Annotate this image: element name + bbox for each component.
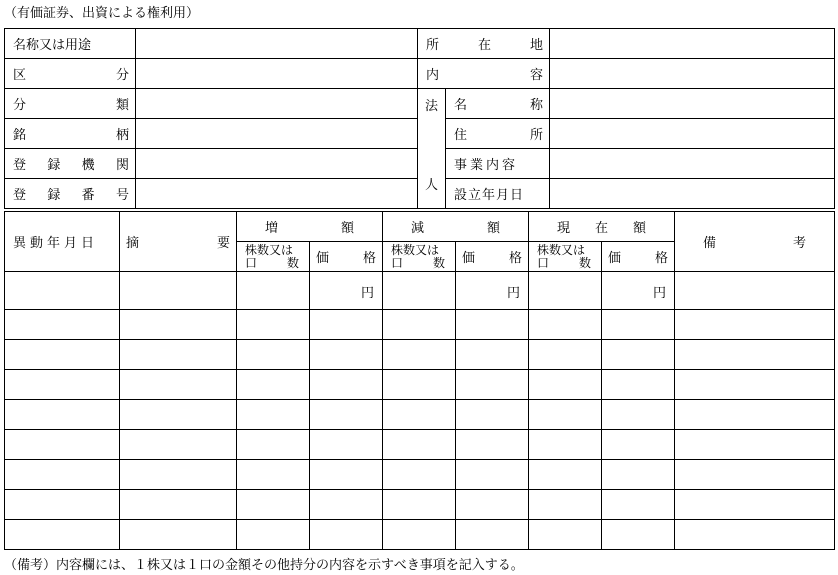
- decrease-shares-cell[interactable]: [383, 490, 456, 520]
- established-date-field[interactable]: [550, 179, 835, 209]
- remarks-cell[interactable]: [675, 430, 835, 460]
- summary-cell[interactable]: [120, 272, 237, 310]
- table-row: [5, 430, 835, 460]
- current-shares-cell[interactable]: [529, 460, 602, 490]
- location-field[interactable]: [550, 29, 835, 59]
- registration-agency-label: 登 録 機 関: [5, 149, 136, 179]
- asset-info-table: [4, 28, 835, 209]
- summary-cell[interactable]: [120, 340, 237, 370]
- decrease-price-cell[interactable]: [456, 370, 529, 400]
- increase-shares-cell[interactable]: [237, 460, 310, 490]
- increase-shares-cell[interactable]: [237, 490, 310, 520]
- name-or-use-label: 名称又は用途: [5, 29, 136, 59]
- registration-agency-field[interactable]: [136, 149, 418, 179]
- decrease-price-cell[interactable]: [456, 310, 529, 340]
- increase-price-cell[interactable]: [310, 340, 383, 370]
- increase-shares-cell[interactable]: [237, 400, 310, 430]
- registration-number-label: 登 録 番 号: [5, 179, 136, 209]
- current-shares-cell[interactable]: [529, 430, 602, 460]
- decrease-header: 減 額: [383, 212, 529, 242]
- decrease-shares-cell[interactable]: [383, 310, 456, 340]
- increase-shares-cell[interactable]: [237, 370, 310, 400]
- current-price-cell[interactable]: [602, 490, 675, 520]
- date-cell[interactable]: [5, 520, 120, 550]
- current-price-cell[interactable]: [602, 400, 675, 430]
- current-price-cell[interactable]: [602, 460, 675, 490]
- corporation-label: 法 人: [418, 89, 446, 209]
- table-row: [5, 490, 835, 520]
- remarks-header: 備 考: [675, 212, 835, 272]
- current-amount-header: 現 在 額: [529, 212, 675, 242]
- decrease-shares-cell[interactable]: [383, 272, 456, 310]
- current-price-cell[interactable]: [602, 520, 675, 550]
- corp-address-label: 住 所: [446, 119, 550, 149]
- summary-cell[interactable]: [120, 520, 237, 550]
- current-shares-cell[interactable]: [529, 370, 602, 400]
- current-shares-cell[interactable]: [529, 520, 602, 550]
- summary-cell[interactable]: [120, 430, 237, 460]
- table-row: [5, 400, 835, 430]
- decrease-price-subheader: 価 格: [456, 242, 529, 272]
- decrease-shares-subheader: 株数又は 口 数: [383, 242, 456, 272]
- summary-cell[interactable]: [120, 310, 237, 340]
- increase-price-cell[interactable]: [310, 310, 383, 340]
- table-row: [5, 340, 835, 370]
- decrease-price-cell[interactable]: [456, 340, 529, 370]
- business-content-label: 事業内容: [446, 149, 550, 179]
- increase-shares-cell[interactable]: [237, 430, 310, 460]
- decrease-price-cell[interactable]: [456, 430, 529, 460]
- table-row: [5, 272, 835, 310]
- decrease-shares-cell[interactable]: [383, 370, 456, 400]
- remarks-cell[interactable]: [675, 340, 835, 370]
- current-price-cell[interactable]: [602, 272, 675, 310]
- date-cell[interactable]: [5, 370, 120, 400]
- yen-unit: 円: [506, 286, 520, 301]
- remarks-cell[interactable]: [675, 370, 835, 400]
- decrease-shares-cell[interactable]: [383, 430, 456, 460]
- remarks-cell[interactable]: [675, 400, 835, 430]
- decrease-price-cell[interactable]: [456, 490, 529, 520]
- date-cell[interactable]: [5, 460, 120, 490]
- table-row: [5, 370, 835, 400]
- summary-cell[interactable]: [120, 400, 237, 430]
- current-price-subheader: 価 格: [602, 242, 675, 272]
- brand-label: 銘 柄: [5, 119, 136, 149]
- date-cell[interactable]: [5, 400, 120, 430]
- current-shares-cell[interactable]: [529, 490, 602, 520]
- increase-price-cell[interactable]: [310, 460, 383, 490]
- decrease-price-cell[interactable]: [456, 520, 529, 550]
- increase-price-cell[interactable]: [310, 430, 383, 460]
- yen-unit: 円: [360, 286, 374, 301]
- decrease-shares-cell[interactable]: [383, 460, 456, 490]
- decrease-shares-cell[interactable]: [383, 400, 456, 430]
- date-cell[interactable]: [5, 272, 120, 310]
- yen-unit: 円: [653, 286, 667, 301]
- content-field[interactable]: [550, 59, 835, 89]
- decrease-shares-cell[interactable]: [383, 520, 456, 550]
- location-label: 所 在 地: [418, 29, 550, 59]
- movement-date-header: 異動年月日: [5, 212, 120, 272]
- summary-header: 摘 要: [120, 212, 237, 272]
- current-shares-subheader: 株数又は 口 数: [529, 242, 602, 272]
- increase-price-cell[interactable]: [310, 490, 383, 520]
- increase-price-cell[interactable]: [310, 272, 383, 310]
- date-cell[interactable]: [5, 340, 120, 370]
- movement-table: [4, 211, 835, 550]
- remarks-note: （備考）内容欄には、１株又は１口の金額その他持分の内容を示すべき事項を記入する。: [4, 558, 524, 573]
- increase-price-cell[interactable]: [310, 370, 383, 400]
- business-content-field[interactable]: [550, 149, 835, 179]
- date-cell[interactable]: [5, 430, 120, 460]
- current-price-cell[interactable]: [602, 370, 675, 400]
- increase-shares-cell[interactable]: [237, 310, 310, 340]
- increase-header: 増 額: [237, 212, 383, 242]
- table-row: [5, 460, 835, 490]
- summary-cell[interactable]: [120, 370, 237, 400]
- date-cell[interactable]: [5, 490, 120, 520]
- content-label: 内 容: [418, 59, 550, 89]
- remarks-cell[interactable]: [675, 460, 835, 490]
- current-shares-cell[interactable]: [529, 340, 602, 370]
- registration-number-field[interactable]: [136, 179, 418, 209]
- remarks-cell[interactable]: [675, 310, 835, 340]
- corp-address-field[interactable]: [550, 119, 835, 149]
- decrease-price-cell[interactable]: [456, 460, 529, 490]
- current-price-cell[interactable]: [602, 340, 675, 370]
- remarks-cell[interactable]: [675, 520, 835, 550]
- table-row: [5, 520, 835, 550]
- category-field[interactable]: [136, 59, 418, 89]
- category-label: 区 分: [5, 59, 136, 89]
- increase-price-cell[interactable]: [310, 400, 383, 430]
- classification-label: 分 類: [5, 89, 136, 119]
- summary-cell[interactable]: [120, 460, 237, 490]
- increase-price-subheader: 価 格: [310, 242, 383, 272]
- increase-shares-cell[interactable]: [237, 272, 310, 310]
- established-date-label: 設立年月日: [446, 179, 550, 209]
- increase-shares-cell[interactable]: [237, 340, 310, 370]
- name-or-use-field[interactable]: [136, 29, 418, 59]
- increase-shares-cell[interactable]: [237, 520, 310, 550]
- current-shares-cell[interactable]: [529, 272, 602, 310]
- brand-field[interactable]: [136, 119, 418, 149]
- increase-shares-subheader: 株数又は 口 数: [237, 242, 310, 272]
- form-caption: （有価証券、出資による権利用）: [4, 6, 200, 21]
- summary-cell[interactable]: [120, 490, 237, 520]
- corp-name-label: 名 称: [446, 89, 550, 119]
- current-shares-cell[interactable]: [529, 400, 602, 430]
- table-row: [5, 310, 835, 340]
- current-price-cell[interactable]: [602, 430, 675, 460]
- decrease-shares-cell[interactable]: [383, 340, 456, 370]
- remarks-cell[interactable]: [675, 272, 835, 310]
- decrease-price-cell[interactable]: [456, 400, 529, 430]
- remarks-cell[interactable]: [675, 490, 835, 520]
- classification-field[interactable]: [136, 89, 418, 119]
- increase-price-cell[interactable]: [310, 520, 383, 550]
- corp-name-field[interactable]: [550, 89, 835, 119]
- decrease-price-cell[interactable]: [456, 272, 529, 310]
- current-price-cell[interactable]: [602, 310, 675, 340]
- date-cell[interactable]: [5, 310, 120, 340]
- current-shares-cell[interactable]: [529, 310, 602, 340]
